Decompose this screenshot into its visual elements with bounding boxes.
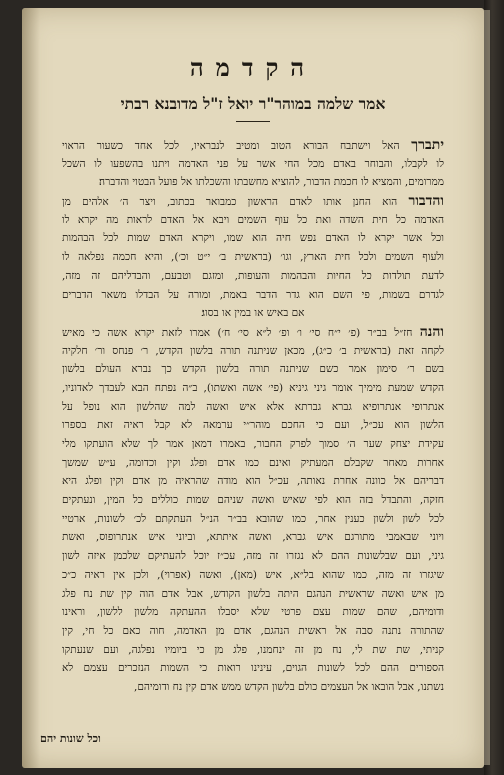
line-text: מן איש ואשה שראשית הנהגם היתה בלשון הקודש, אבל אדם הוה קין שת נח פלג [62, 587, 444, 600]
text-line [62, 379, 444, 398]
body-text [62, 136, 444, 697]
page-edge [484, 10, 490, 765]
text-line [62, 323, 444, 342]
text-line [62, 585, 444, 604]
line-text: לכל לשון ולשון כענין אחר, כמו שהובא בב״ר הנ״ל העתקתם לכ׳ לשונות, ארטיי [62, 512, 444, 525]
text-line [62, 173, 444, 192]
text-line [62, 286, 444, 305]
line-text: הלשון הוא עכ״ל, ועם כי החכם מוהר״י ערמאה לא קבל ראיה זאת בספרו [62, 419, 444, 432]
line-text: עקידת יצחק שער ה׳ סמוך לפרק החבור, באמרו דמאן אמר לך שלא הועתקו מלי [62, 438, 444, 450]
text-line [62, 603, 444, 622]
page-subtitle: אמר שלמה במוהר"ר יואל ז"ל מדובנא רבתי [120, 94, 386, 113]
line-text: שהתורה נתנה סבה אל ראשית הנהגם, אדם מן האדמה, חוה כאם כל חי, קין [62, 624, 444, 637]
line-text: בשם ר׳ סימון אמר כשם שניתנה תורה בלשון הקדש כך נברא העולם בלשון [62, 363, 444, 376]
text-line [62, 398, 444, 417]
line-text: לקחה זאת (בראשית ב׳ כ״ג), מכאן שניתנה תורה בלשון הקדש, ר׳ פנחס ור׳ חלקיה [62, 344, 444, 357]
text-line [62, 547, 444, 566]
paragraph-lead-word: והנה [419, 323, 444, 340]
line-text: חזקה, והתבדל בזה הוא לפי שאיש ואשה שניהם שמות כוללים כל המין, ונעתקים [62, 494, 444, 507]
text-line [62, 155, 444, 174]
text-line [62, 248, 444, 267]
line-text: חז״ל בב״ר (פ׳ י״ח סי׳ ו׳ ופ׳ ל״א סי׳ ח׳) אמרו לזאת יקרא אשה כי מאיש [62, 326, 413, 339]
line-text: הקדש שמעת מימיך אומר גיני גיניא (פי׳ אשה ואשתו), ב״ה נפתח הבא לעבדך לאדוניו, [62, 381, 444, 394]
text-line [62, 491, 444, 510]
text-line [62, 622, 444, 641]
line-text: דבריהם אל כוונה אחרת נאותה, עכ״ל הוא מודה שהראיה מן אדם וקין ופלג היא [62, 475, 444, 488]
line-text: וכל אשר יקרא לו האדם נפש חיה הוא שמו, ויקרא האדם שמות לכל הבהמות [62, 232, 444, 245]
line-text: לגדרם בשמות, פי השם הוא גדר הדבר באמת, ומורה על הבדלו משאר הדברים [62, 288, 444, 301]
text-line [62, 267, 444, 286]
text-line [62, 229, 444, 248]
text-line [62, 566, 444, 585]
line-text: קניתי, שת שת לי, נח מן זה ינחמנו, פלג מן כי ביומיו נפלגה, ועם שנעתקו [62, 643, 444, 656]
text-line [62, 435, 444, 454]
line-text: אם באיש או במין או בסוג׃ [201, 307, 305, 320]
line-text: ולעוף השמים ולכל חית הארץ, וגו׳ (בראשית ב׳ י״ט וכ׳), והיא חכמה נפלאה לו [62, 251, 444, 264]
text-line [62, 192, 444, 211]
line-text: לו לקבלו, והבוחר באדם מכל החי אשר על פני האדמה ויתנו בהשפעו לו השכל [62, 157, 444, 170]
line-text: האל וישתבח הבורא הטוב ומטיב לנבראיו, לכל אחד כשעור הראוי [62, 140, 400, 152]
text-line [62, 416, 444, 435]
line-text: הוא החנן אותו לאדם הראשון כמבואר בכתוב, ויצר ה׳ אלהים מן [62, 196, 398, 209]
line-text: שיגזרו זה מזה, כמו שהוא בל״א, איש (מאן), ואשה (אפרוי), ולכן אין ראיה כ״כ [62, 568, 444, 581]
paragraph-lead-word: יתברך [411, 137, 444, 153]
paragraph-lead-word: והדבור [408, 193, 444, 210]
text-line [62, 304, 444, 323]
text-line [62, 510, 444, 529]
line-text: נשתנו, אבל הובאו אל העצמים כולם בלשון הקדש ממש אדם קין נח ודומיהם, [133, 680, 444, 693]
text-line [62, 136, 444, 155]
text-line [62, 472, 444, 491]
text-line [62, 454, 444, 473]
line-text: גיני, ועם שבלשונות ההם לא נגזרו זה מזה, עכ״ז יוכל להעתיקם שלכמן איזה לשון [62, 550, 444, 563]
page-title: הקדמה [189, 53, 317, 82]
text-line [62, 659, 444, 678]
text-line [62, 360, 444, 379]
line-text: אחרות מאחר שקבלם המעתיק ואינם כמו אדם ופלג וקין וכדומה, ע״ש שמשך [62, 456, 444, 469]
divider-rule [236, 121, 270, 122]
line-text: לדעת תולדות כל החיות והבהמות והעופות, ומזגם וטבעם, והבדליהם זה מזה, [62, 269, 444, 282]
text-line [62, 528, 444, 547]
line-text: האדמה כל חית השדה ואת כל עוף השמים ויבא אל האדם לראות מה יקרא לו [62, 213, 444, 226]
line-text: ויוני שבאמבי מתורגם איש גברא, ואשה איתתא, וביוני איש אנתרופוס, ואשת [62, 531, 444, 544]
book-page [22, 8, 484, 768]
line-text: הספורים ההם לכל לשונות הגוים, עינינו רואות כי השמות הנזכרים עצמם לא [62, 662, 444, 675]
line-text: אנתרופי אנתרופיא גברא גברתא אלא איש ואשה למה שהלשון הוא נופל על [62, 400, 444, 413]
text-line [62, 678, 444, 697]
catchword: וכל שונות יהם [40, 732, 101, 745]
text-line [62, 211, 444, 230]
text-line [62, 641, 444, 660]
text-line [62, 342, 444, 361]
line-text: ודומיהם, שהם שמות עצם פרטי שלא יסבלו ההעתקה מלשון ללשון, וראינו [62, 606, 444, 619]
page-gutter-shade [22, 8, 40, 768]
line-text: ממרומים, והמציא לו חכמת הדבור, להוציא מחשבתו והשכלתו אל פועל הבטוי והדברה׃ [99, 176, 444, 189]
